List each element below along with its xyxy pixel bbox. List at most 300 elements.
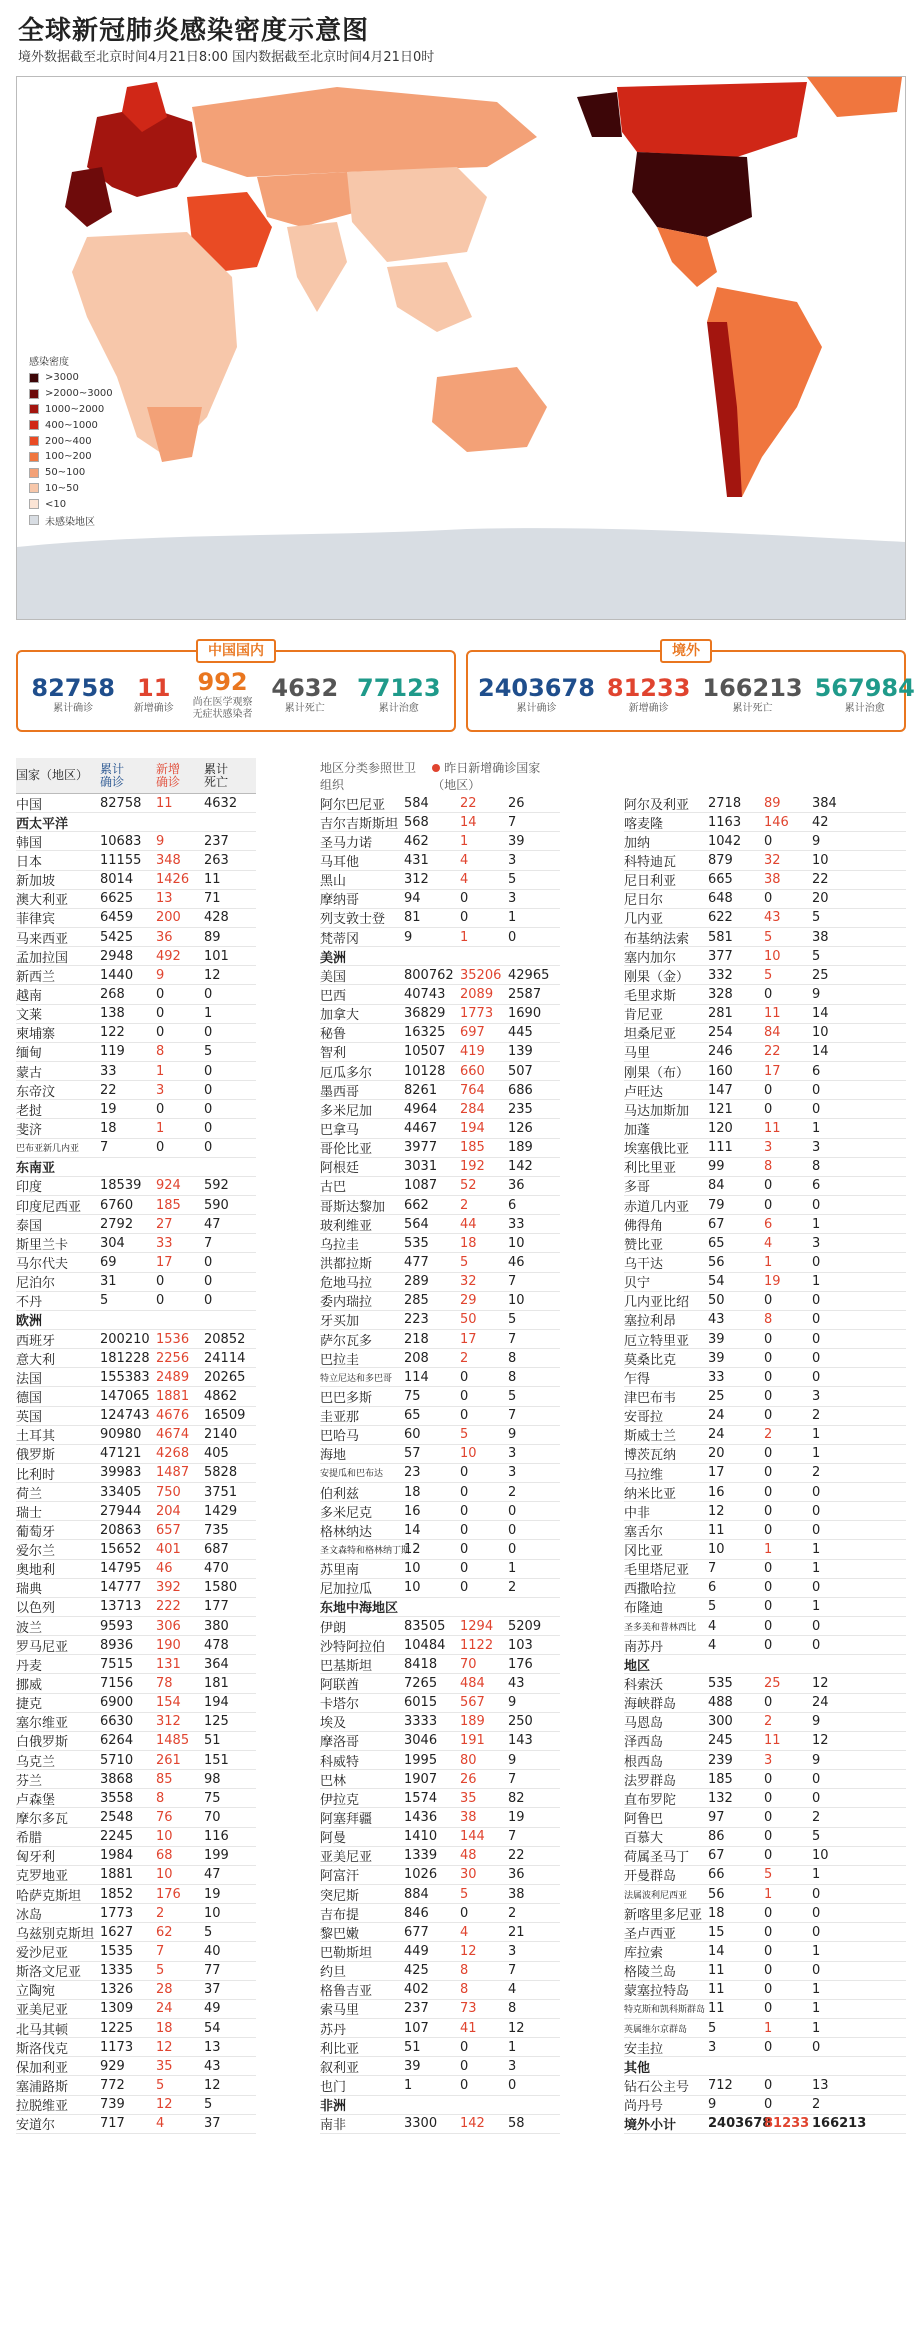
- cell-name: 英属维尔京群岛: [624, 2024, 688, 2035]
- cell-deaths: 3: [508, 891, 517, 907]
- cell-name: 格陵兰岛: [624, 1965, 677, 1981]
- cell-new: 0: [764, 1293, 773, 1309]
- cell-deaths: 0: [812, 1484, 821, 1500]
- cell-deaths: 42965: [508, 967, 550, 983]
- cell-name: 阿尔及利亚: [624, 797, 690, 813]
- cell-new: 2489: [156, 1369, 190, 1385]
- table-row: [320, 1579, 560, 1598]
- cell-deaths: 250: [508, 1714, 533, 1730]
- table-row: [624, 1828, 906, 1847]
- cell-confirmed: 332: [708, 967, 733, 983]
- cell-name: 苏丹: [320, 2022, 347, 2038]
- cell-deaths: 46: [508, 1254, 525, 1270]
- legend-item: [29, 433, 113, 449]
- cell-new: 0: [764, 1388, 773, 1404]
- cell-confirmed: 56: [708, 1254, 725, 1270]
- cell-confirmed: 717: [100, 2116, 125, 2132]
- cell-name: 澳大利亚: [16, 893, 69, 909]
- cell-deaths: 2: [812, 1810, 821, 1826]
- table-row: [16, 1732, 256, 1751]
- cell-deaths: 2: [812, 1465, 821, 1481]
- cell-confirmed: 7: [708, 1561, 717, 1577]
- cell-name: 洪都拉斯: [320, 1256, 373, 1272]
- cell-deaths: 9: [812, 833, 821, 849]
- cell-name: 斯洛伐克: [16, 2041, 69, 2057]
- table-row: [320, 1828, 560, 1847]
- cell-confirmed: 281: [708, 1006, 733, 1022]
- cell-new: 76: [156, 1810, 173, 1826]
- cell-confirmed: 82758: [100, 795, 142, 811]
- cell-deaths: 6: [508, 1197, 517, 1213]
- table-row: [16, 890, 256, 909]
- cell-name: 巴巴多斯: [320, 1390, 373, 1406]
- table-row: [624, 985, 906, 1004]
- cell-confirmed: 237: [404, 2001, 429, 2017]
- cell-name: 美国: [320, 969, 347, 985]
- cell-confirmed: 4: [708, 1637, 717, 1653]
- spacer: [624, 758, 906, 794]
- table-row: [320, 1885, 560, 1904]
- cell-confirmed: 1436: [404, 1810, 438, 1826]
- cell-new: 35206: [460, 967, 502, 983]
- cell-confirmed: 12: [708, 1503, 725, 1519]
- cell-deaths: 47: [204, 1216, 221, 1232]
- cell-confirmed: 8936: [100, 1637, 134, 1653]
- cell-confirmed: 66: [708, 1867, 725, 1883]
- cell-confirmed: 223: [404, 1312, 429, 1328]
- table-row: [624, 2038, 906, 2057]
- cell-new: 200: [156, 910, 181, 926]
- legend-item: [29, 512, 113, 528]
- cell-new: 13: [156, 891, 173, 907]
- cell-name: 根西岛: [624, 1754, 664, 1770]
- cell-name: 爱尔兰: [16, 1544, 56, 1560]
- cell-new: 1: [764, 1886, 773, 1902]
- table-row: [16, 985, 256, 1004]
- table-row: [16, 1100, 256, 1119]
- cell-deaths: 5: [204, 1924, 213, 1940]
- cell-name: 阿联酋: [320, 1678, 360, 1694]
- cell-deaths: 19: [204, 1886, 221, 1902]
- cell-new: 192: [460, 1159, 485, 1175]
- cell-deaths: 1: [812, 1944, 821, 1959]
- cell-new: 0: [764, 833, 773, 849]
- table-row: [624, 832, 906, 851]
- cell-confirmed: 304: [100, 1235, 125, 1251]
- cell-name: 特克斯和凯科斯群岛: [624, 2005, 706, 2016]
- cell-deaths: 507: [508, 1063, 533, 1079]
- cell-new: 0: [460, 891, 469, 907]
- cell-name: 刚果（金）: [624, 969, 690, 985]
- cell-confirmed: 94: [404, 891, 421, 907]
- cell-new: 190: [156, 1637, 181, 1653]
- cell-deaths: 6: [812, 1178, 821, 1194]
- cell-new: 0: [156, 1293, 165, 1309]
- cell-deaths: 8: [812, 1159, 821, 1175]
- header-c3: 累计 死亡: [204, 761, 229, 789]
- cell-confirmed: 1881: [100, 1867, 134, 1883]
- cell-name: 乌干达: [624, 1256, 664, 1272]
- table-row: [624, 1713, 906, 1732]
- cell-confirmed: 33405: [100, 1484, 142, 1500]
- cell-confirmed: 4467: [404, 1120, 438, 1136]
- table-row: [624, 1139, 906, 1158]
- table-row: [320, 794, 560, 813]
- table-row: [624, 1617, 906, 1636]
- table-column-3: [624, 758, 906, 2134]
- cell-confirmed: 83505: [404, 1618, 446, 1634]
- cell-name: 马里: [624, 1046, 651, 1062]
- table-row: [624, 1694, 906, 1713]
- cell-confirmed: 7265: [404, 1676, 438, 1692]
- cell-new: 142: [460, 2116, 485, 2132]
- cell-new: 5: [156, 1963, 165, 1979]
- cell-deaths: 3: [508, 2058, 517, 2074]
- cell-deaths: 1: [812, 1542, 821, 1558]
- cell-confirmed: 208: [404, 1350, 429, 1366]
- cell-confirmed: 1995: [404, 1752, 438, 1768]
- cell-confirmed: 132: [708, 1790, 733, 1806]
- table-row: [320, 1923, 560, 1942]
- cell-confirmed: 121: [708, 1101, 733, 1117]
- cell-confirmed: 107: [404, 2020, 429, 2036]
- cell-confirmed: 218: [404, 1331, 429, 1347]
- cell-name: 格林纳达: [320, 1524, 373, 1540]
- cell-deaths: 1: [812, 2020, 821, 2036]
- cell-name: 埃及: [320, 1716, 347, 1732]
- cell-deaths: 11: [204, 872, 221, 888]
- legend-label: <10: [45, 498, 67, 510]
- cell-new: 18: [460, 1235, 477, 1251]
- region-header: 美洲: [320, 947, 560, 966]
- cell-new: 4: [156, 2116, 165, 2132]
- cell-new: 7: [156, 1944, 165, 1959]
- cell-deaths: 9: [812, 1714, 821, 1730]
- cell-new: 0: [460, 2077, 469, 2093]
- cell-name: 佛得角: [624, 1218, 664, 1234]
- cell-name: 卡塔尔: [320, 1697, 360, 1713]
- cell-new: 1: [156, 1120, 165, 1136]
- cell-confirmed: 5: [708, 2020, 717, 2036]
- cell-deaths: 235: [508, 1101, 533, 1117]
- cell-name: 阿鲁巴: [624, 1812, 664, 1828]
- table-row: [624, 2096, 906, 2115]
- cell-name: 海地: [320, 1448, 347, 1464]
- legend-item: [29, 417, 113, 433]
- cell-confirmed: 1574: [404, 1790, 438, 1806]
- cell-new: 924: [156, 1178, 181, 1194]
- cell-new: 1: [764, 1254, 773, 1270]
- cell-deaths: 0: [204, 1101, 213, 1117]
- region-header: 东地中海地区: [320, 1598, 560, 1617]
- cell-name: 哈萨克斯坦: [16, 1888, 82, 1904]
- cell-deaths: 3751: [204, 1484, 238, 1500]
- cell-new: 62: [156, 1924, 173, 1940]
- cell-name: 法罗群岛: [624, 1773, 677, 1789]
- cell-confirmed: 114: [404, 1369, 429, 1385]
- cell-confirmed: 7: [100, 1140, 109, 1156]
- cell-new: 19: [764, 1274, 781, 1290]
- abroad-stat: [472, 673, 601, 715]
- table-row: [16, 1694, 256, 1713]
- cell-confirmed: 462: [404, 833, 429, 849]
- cell-new: 6: [764, 1216, 773, 1232]
- cell-new: 0: [764, 1178, 773, 1194]
- cell-deaths: 58: [508, 2116, 525, 2132]
- table-row: [320, 1311, 560, 1330]
- cell-new: 0: [460, 1484, 469, 1500]
- cell-confirmed: 1535: [100, 1944, 134, 1959]
- table-row: [320, 1540, 560, 1559]
- cell-confirmed: 54: [708, 1274, 725, 1290]
- cell-new: 1: [764, 1542, 773, 1558]
- cell-name: 巴基斯坦: [320, 1658, 373, 1674]
- cell-new: 48: [460, 1848, 477, 1864]
- cell-deaths: 16509: [204, 1408, 246, 1424]
- cell-deaths: 126: [508, 1120, 533, 1136]
- table-row: [320, 1196, 560, 1215]
- legend-item: [29, 386, 113, 402]
- cell-deaths: 592: [204, 1178, 229, 1194]
- cell-deaths: 139: [508, 1044, 533, 1060]
- cell-confirmed: 18: [708, 1905, 725, 1921]
- cell-new: 10: [156, 1829, 173, 1845]
- cell-name: 塞尔维亚: [16, 1716, 69, 1732]
- cell-deaths: 0: [812, 1197, 821, 1213]
- cell-name: 乌拉圭: [320, 1237, 360, 1253]
- table-row: [320, 1904, 560, 1923]
- cell-deaths: 98: [204, 1771, 221, 1787]
- cell-confirmed: 568: [404, 814, 429, 830]
- cell-new: 26: [460, 1771, 477, 1787]
- cell-new: 68: [156, 1848, 173, 1864]
- cell-confirmed: 2948: [100, 948, 134, 964]
- table-row: [320, 1215, 560, 1234]
- table-row: [624, 1177, 906, 1196]
- legend-swatch: [29, 499, 39, 509]
- header-c2: 新增 确诊: [156, 761, 181, 789]
- cell-new: 17: [764, 1063, 781, 1079]
- table-row: [624, 794, 906, 813]
- legend-item: [29, 370, 113, 386]
- cell-deaths: 10: [508, 1235, 525, 1251]
- cell-confirmed: 25: [708, 1388, 725, 1404]
- cell-confirmed: 6760: [100, 1197, 134, 1213]
- cell-confirmed: 47121: [100, 1446, 142, 1462]
- cell-confirmed: 662: [404, 1197, 429, 1213]
- table-row: [16, 2096, 256, 2115]
- table-row: [16, 2057, 256, 2076]
- cell-new: 0: [460, 1503, 469, 1519]
- cell-deaths: 1580: [204, 1580, 238, 1596]
- table-row: [320, 1464, 560, 1483]
- cell-confirmed: 31: [100, 1274, 117, 1290]
- cell-deaths: 5: [812, 1829, 821, 1845]
- cell-new: 484: [460, 1676, 485, 1692]
- cell-deaths: 26: [508, 795, 525, 811]
- cell-name: 孟加拉国: [16, 950, 69, 966]
- table-row: [624, 1885, 906, 1904]
- table-row: [16, 1445, 256, 1464]
- cell-deaths: 428: [204, 910, 229, 926]
- legend-item: [29, 402, 113, 418]
- cell-new: 0: [460, 1388, 469, 1404]
- table-row: [320, 1445, 560, 1464]
- legend-label: 100~200: [45, 451, 92, 463]
- cell-name: 安道尔: [16, 2118, 56, 2134]
- cell-new: 0: [156, 1025, 165, 1041]
- table-row: [320, 1521, 560, 1540]
- cell-new: 89: [764, 795, 781, 811]
- table-row: [320, 1292, 560, 1311]
- table-row: [320, 1426, 560, 1445]
- cell-name: 加蓬: [624, 1122, 651, 1138]
- cell-name: 科威特: [320, 1754, 360, 1770]
- table-row: [624, 1119, 906, 1138]
- cell-deaths: 8: [508, 1369, 517, 1385]
- table-row: [16, 871, 256, 890]
- cell-deaths: 7: [508, 1408, 517, 1424]
- cell-deaths: 0: [204, 1293, 213, 1309]
- table-row: [320, 1789, 560, 1808]
- cell-new: 0: [764, 1982, 773, 1998]
- cell-deaths: 735: [204, 1522, 229, 1538]
- cell-confirmed: 268: [100, 986, 125, 1002]
- table-row: [16, 1866, 256, 1885]
- cell-deaths: 4632: [204, 795, 238, 811]
- cell-new: 0: [764, 1408, 773, 1424]
- cell-deaths: 14: [812, 1044, 829, 1060]
- table-row: [16, 1196, 256, 1215]
- cell-new: 11: [764, 1006, 781, 1022]
- cell-name: 圣卢西亚: [624, 1926, 677, 1942]
- cell-name: 伊拉克: [320, 1792, 360, 1808]
- cell-name: 津巴布韦: [624, 1390, 677, 1406]
- table-row: [624, 1311, 906, 1330]
- cell-new: 4: [460, 1924, 469, 1940]
- cell-deaths: 0: [812, 2039, 821, 2055]
- table-column-1: [16, 758, 256, 2134]
- new-case-note: 昨日新增确诊国家（地区）: [432, 761, 541, 792]
- cell-confirmed: 10: [404, 1580, 421, 1596]
- cell-deaths: 199: [204, 1848, 229, 1864]
- cell-deaths: 2: [508, 1580, 517, 1596]
- cell-deaths: 0: [204, 1274, 213, 1290]
- cell-new: 11: [764, 1733, 781, 1749]
- cell-confirmed: 1627: [100, 1924, 134, 1940]
- cell-new: 1487: [156, 1465, 190, 1481]
- cell-confirmed: 535: [708, 1676, 733, 1692]
- cell-name: 巴哈马: [320, 1429, 360, 1445]
- cell-deaths: 2: [812, 2097, 821, 2113]
- china-stat: [351, 673, 447, 715]
- table-row: [320, 928, 560, 947]
- cell-confirmed: 677: [404, 1924, 429, 1940]
- cell-confirmed: 9: [404, 929, 413, 945]
- cell-name: 老挝: [16, 1103, 43, 1119]
- region-header: 欧洲: [16, 1311, 256, 1330]
- cell-deaths: 125: [204, 1714, 229, 1730]
- cell-new: 14: [460, 814, 477, 830]
- table-row: [16, 1081, 256, 1100]
- cell-new: 10: [156, 1867, 173, 1883]
- cell-name: 阿尔巴尼亚: [320, 797, 386, 813]
- cell-name: 中国: [16, 797, 43, 813]
- stat-label: 累计确诊: [53, 703, 94, 714]
- cell-deaths: 478: [204, 1637, 229, 1653]
- table-row: [320, 1177, 560, 1196]
- cell-deaths: 43: [204, 2058, 221, 2074]
- cell-new: 33: [156, 1235, 173, 1251]
- cell-name: 冈比亚: [624, 1544, 664, 1560]
- cell-new: 3: [764, 1752, 773, 1768]
- cell-deaths: 101: [204, 948, 229, 964]
- table-row: [320, 1942, 560, 1961]
- stat-number: 2403678: [478, 674, 595, 702]
- cell-confirmed: 1042: [708, 833, 742, 849]
- table-row: [320, 813, 560, 832]
- region-antarctica: [17, 528, 905, 619]
- table-row: [16, 1426, 256, 1445]
- cell-new: 764: [460, 1082, 485, 1098]
- cell-deaths: 51: [204, 1733, 221, 1749]
- cell-name: 梵蒂冈: [320, 931, 360, 947]
- cell-confirmed: 36829: [404, 1006, 446, 1022]
- table-row: [624, 1024, 906, 1043]
- table-row: [624, 1942, 906, 1961]
- cell-confirmed: 65: [708, 1235, 725, 1251]
- cell-name: 苏里南: [320, 1563, 360, 1579]
- cell-confirmed: 1339: [404, 1848, 438, 1864]
- table-row: [624, 1540, 906, 1559]
- cell-new: 84: [764, 1025, 781, 1041]
- cell-confirmed: 86: [708, 1829, 725, 1845]
- cell-confirmed: 15652: [100, 1542, 142, 1558]
- legend-label: 1000~2000: [45, 403, 105, 415]
- cell-confirmed: 75: [404, 1388, 421, 1404]
- cell-name: 斐济: [16, 1122, 43, 1138]
- cell-new: 0: [764, 1369, 773, 1385]
- table-row: [320, 1273, 560, 1292]
- region-header: 东南亚: [16, 1158, 256, 1177]
- cell-deaths: 19: [508, 1810, 525, 1826]
- table-row: [320, 1483, 560, 1502]
- cell-new: 0: [460, 1369, 469, 1385]
- cell-new: 2: [460, 1197, 469, 1213]
- cell-confirmed: 1440: [100, 967, 134, 983]
- cell-confirmed: 10683: [100, 833, 142, 849]
- cell-name: 塞拉利昂: [624, 1314, 677, 1330]
- cell-new: 0: [764, 2039, 773, 2055]
- region-header: 非洲: [320, 2096, 560, 2115]
- cell-new: 73: [460, 2001, 477, 2017]
- cell-deaths: 0: [812, 1522, 821, 1538]
- cell-name: 克罗地亚: [16, 1869, 69, 1885]
- cell-name: 西撒哈拉: [624, 1582, 677, 1598]
- table-note: [320, 758, 560, 794]
- cell-new: 2: [764, 1427, 773, 1443]
- cell-deaths: 1: [508, 1561, 517, 1577]
- china-stat: [128, 673, 180, 715]
- table-row: [16, 832, 256, 851]
- stat-number: 82758: [31, 674, 115, 702]
- cell-deaths: 10: [812, 1025, 829, 1041]
- cell-deaths: 0: [508, 2077, 517, 2093]
- cell-deaths: 0: [204, 1254, 213, 1270]
- cell-confirmed: 18: [100, 1120, 117, 1136]
- cell-new: 185: [460, 1140, 485, 1156]
- cell-confirmed: 9593: [100, 1618, 134, 1634]
